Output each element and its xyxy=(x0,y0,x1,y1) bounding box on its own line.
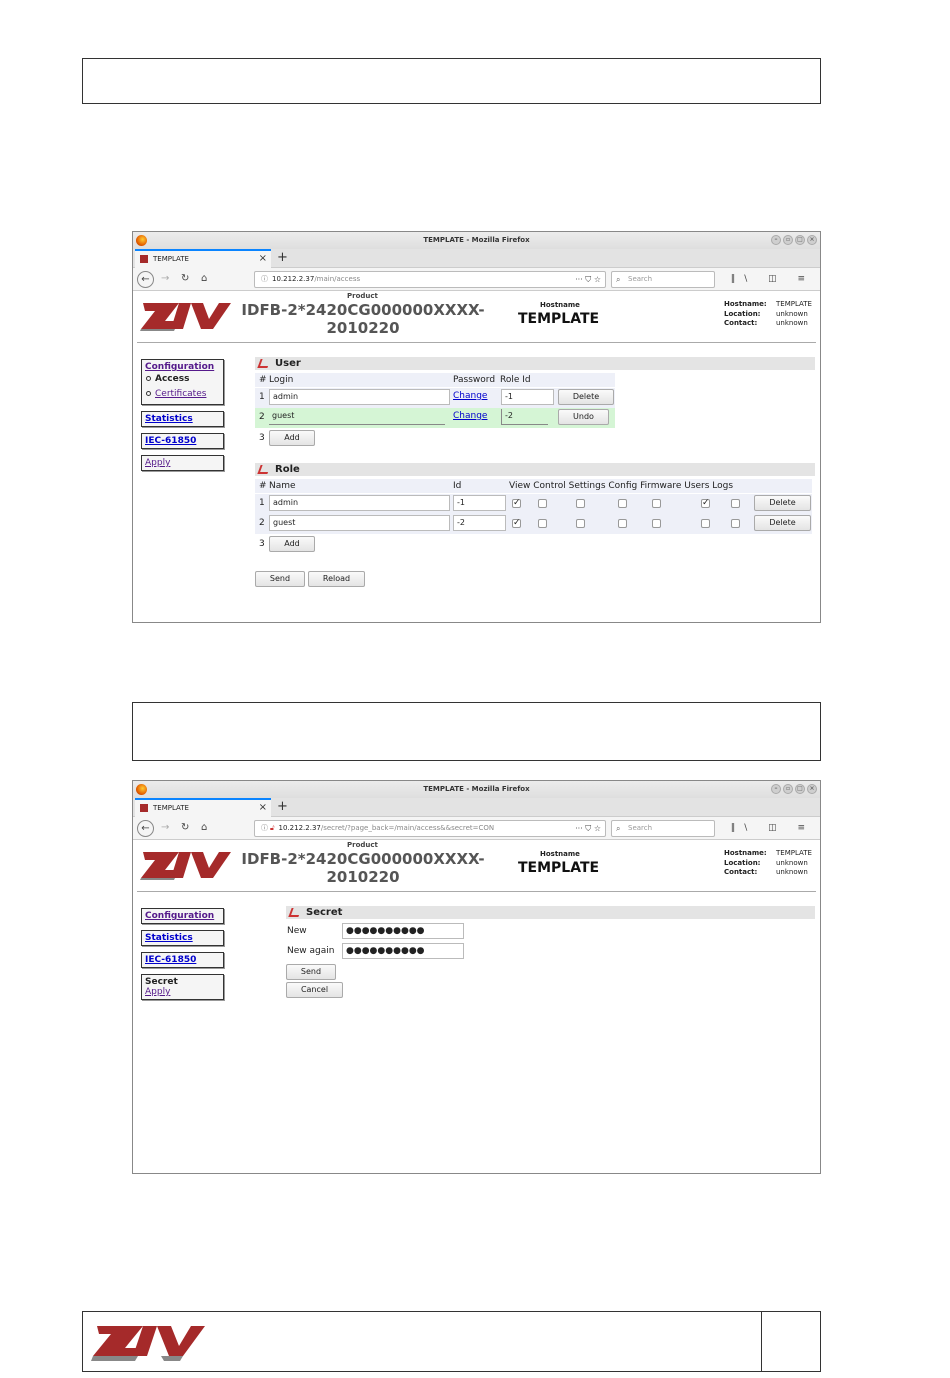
secret-new-again-input[interactable]: ●●●●●●●●●● xyxy=(342,943,464,959)
ziv-logo xyxy=(139,848,231,880)
role-row1-logs-checkbox[interactable] xyxy=(731,499,740,508)
role-add-button[interactable]: Add xyxy=(269,536,315,552)
info-contact-key: Contact: xyxy=(724,319,758,327)
search-placeholder: Search xyxy=(628,824,653,832)
user-header-row xyxy=(255,373,615,387)
sidebar-item-iec[interactable]: IEC-61850 xyxy=(145,955,197,965)
sidebar-item-statistics[interactable]: Statistics xyxy=(145,933,193,943)
browser-tab[interactable] xyxy=(135,798,271,817)
close-window-icon[interactable]: × xyxy=(807,235,817,245)
sidebar-configuration-group xyxy=(141,359,224,405)
info-contact-val: unknown xyxy=(776,319,808,327)
search-placeholder: Search xyxy=(628,275,653,283)
role-add-num: 3 xyxy=(259,539,265,549)
role-row1-control-checkbox[interactable] xyxy=(538,499,547,508)
reload-icon[interactable]: ↻ xyxy=(181,273,190,284)
role-row2-config-checkbox[interactable] xyxy=(618,519,627,528)
maximize-icon[interactable]: □ xyxy=(795,235,805,245)
sidebar-statistics-group xyxy=(141,411,224,427)
bullet-icon xyxy=(146,391,151,396)
url-host: 10.212.2.37 xyxy=(272,275,315,283)
sidebar-item-apply[interactable]: Apply xyxy=(145,987,171,997)
sidebar-item-iec[interactable]: IEC-61850 xyxy=(145,436,197,446)
restore-icon[interactable]: ▫ xyxy=(783,784,793,794)
product-value xyxy=(237,850,489,886)
search-icon: ⌕ xyxy=(616,275,621,284)
hostname-value: TEMPLATE xyxy=(518,860,600,876)
sidebar-access-label: Access xyxy=(155,374,190,384)
search-icon: ⌕ xyxy=(616,824,621,833)
device-info xyxy=(724,849,812,878)
role-row2-logs-checkbox[interactable] xyxy=(731,519,740,528)
app-header xyxy=(137,291,816,343)
browser-window-secret xyxy=(132,780,821,1174)
nav-bar xyxy=(133,817,820,840)
role-row1-num: 1 xyxy=(259,498,265,508)
window-controls xyxy=(771,784,817,794)
user-row1-delete-button[interactable]: Delete xyxy=(558,389,614,405)
sidebar xyxy=(141,908,224,1006)
role-row2-settings-checkbox[interactable] xyxy=(576,519,585,528)
user-hdr-roleid: Role Id xyxy=(500,375,531,385)
device-info xyxy=(724,300,812,329)
tab-close-icon[interactable]: × xyxy=(258,802,267,813)
section-icon xyxy=(257,359,270,368)
role-row2-id-input[interactable]: -2 xyxy=(453,515,506,531)
minimize-icon[interactable]: – xyxy=(771,784,781,794)
browser-window-access xyxy=(132,231,821,623)
user-row1-roleid-input[interactable]: -1 xyxy=(501,389,554,405)
user-row1-num: 1 xyxy=(259,392,265,402)
reload-button[interactable]: Reload xyxy=(308,571,365,587)
role-row1-id-input[interactable]: -1 xyxy=(453,495,506,511)
role-hdr-num: # xyxy=(259,481,267,491)
url-bar[interactable] xyxy=(254,271,606,288)
user-row1-change-link[interactable]: Change xyxy=(453,391,488,401)
product-label: Product xyxy=(347,841,378,849)
page-footer xyxy=(82,1311,821,1372)
url-actions-icons[interactable]: ··· ⛉ ☆ xyxy=(572,821,601,836)
reload-icon[interactable]: ↻ xyxy=(181,822,190,833)
toolbar-icons[interactable]: ‖\ ◫ ≡ xyxy=(730,823,814,833)
tab-label: TEMPLATE xyxy=(153,255,189,263)
url-host: 10.212.2.37 xyxy=(278,824,321,832)
back-arrow-icon[interactable]: ← xyxy=(137,820,154,837)
sidebar-item-apply[interactable]: Apply xyxy=(145,458,171,468)
browser-tab[interactable] xyxy=(135,249,271,268)
user-add-num: 3 xyxy=(259,433,265,443)
insecure-lock-icon[interactable]: 🔓︎ xyxy=(270,824,275,832)
sidebar-certificates-label: Certificates xyxy=(155,389,207,399)
role-row2-control-checkbox[interactable] xyxy=(538,519,547,528)
search-input[interactable] xyxy=(611,820,715,837)
role-row1-name-input[interactable]: admin xyxy=(269,495,450,511)
tab-label: TEMPLATE xyxy=(153,804,189,812)
sidebar-iec-group xyxy=(141,433,224,449)
secret-new-again-label: New again xyxy=(287,946,335,956)
secret-new-input[interactable]: ●●●●●●●●●● xyxy=(342,923,464,939)
footer-divider xyxy=(761,1312,762,1371)
hostname-value: TEMPLATE xyxy=(518,311,600,327)
window-title: TEMPLATE - Mozilla Firefox xyxy=(423,236,530,244)
role-hdr-id: Id xyxy=(453,481,462,491)
sidebar-item-access[interactable] xyxy=(145,372,220,387)
tab-bar xyxy=(133,249,820,268)
product-value-line2: 2010220 xyxy=(326,868,400,886)
close-window-icon[interactable]: × xyxy=(807,784,817,794)
home-icon[interactable]: ⌂ xyxy=(201,273,208,284)
role-row1-config-checkbox[interactable] xyxy=(618,499,627,508)
info-contact-val: unknown xyxy=(776,868,808,876)
role-row1-view-checkbox[interactable]: ✓ xyxy=(513,498,521,508)
user-hdr-num: # xyxy=(259,375,267,385)
info-hostname-key: Hostname: xyxy=(724,849,767,857)
user-row2-roleid-input[interactable]: -2 xyxy=(501,409,548,425)
url-bar[interactable] xyxy=(254,820,606,837)
product-value-line1: IDFB-2*2420CG000000XXXX- xyxy=(241,301,485,319)
secret-send-button[interactable]: Send xyxy=(286,964,336,980)
url-actions-icons[interactable]: ··· ⛉ ☆ xyxy=(575,275,601,284)
role-row2-delete-button[interactable]: Delete xyxy=(754,515,811,531)
sidebar-item-configuration[interactable]: Configuration xyxy=(145,362,215,372)
new-tab-button[interactable]: + xyxy=(277,799,288,814)
user-hdr-login: Login xyxy=(269,375,294,385)
product-value xyxy=(237,301,489,337)
product-label: Product xyxy=(347,292,378,300)
user-row1-login-input[interactable]: admin xyxy=(269,389,450,405)
sidebar-statistics-group xyxy=(141,930,224,946)
role-row1-settings-checkbox[interactable] xyxy=(576,499,585,508)
section-icon xyxy=(288,908,301,917)
role-hdr-name: Name xyxy=(269,481,296,491)
url-path: /main/access xyxy=(314,275,361,283)
role-row1-delete-button[interactable]: Delete xyxy=(754,495,811,511)
window-titlebar xyxy=(133,232,820,249)
bullet-icon xyxy=(146,376,151,381)
toolbar-icons[interactable]: ‖\ ◫ ≡ xyxy=(730,274,814,284)
hostname-label: Hostname xyxy=(540,301,580,309)
nav-bar xyxy=(133,268,820,291)
user-row2-undo-button[interactable]: Undo xyxy=(558,409,609,425)
info-location-key: Location: xyxy=(724,309,761,318)
new-tab-button[interactable]: + xyxy=(277,250,288,265)
section-icon xyxy=(257,465,270,474)
info-icon[interactable]: ⓘ xyxy=(261,824,268,832)
sidebar-item-secret: Secret xyxy=(145,977,178,987)
firefox-icon xyxy=(136,784,147,795)
info-hostname-val: TEMPLATE xyxy=(776,849,812,857)
page-header-box xyxy=(82,58,821,104)
secret-section-header xyxy=(286,906,815,919)
tab-bar xyxy=(133,798,820,817)
user-hdr-password: Password xyxy=(453,375,496,385)
maximize-icon[interactable]: □ xyxy=(795,784,805,794)
send-button[interactable]: Send xyxy=(255,571,305,587)
role-row1-firmware-checkbox[interactable] xyxy=(652,499,661,508)
role-row1-users-checkbox[interactable]: ✓ xyxy=(702,498,710,508)
info-icon[interactable]: ⓘ xyxy=(261,275,268,283)
ziv-logo xyxy=(139,299,231,331)
info-contact-key: Contact: xyxy=(724,868,758,876)
sidebar-item-certificates[interactable] xyxy=(145,387,220,402)
info-hostname-val: TEMPLATE xyxy=(776,300,812,308)
back-arrow-icon[interactable]: ← xyxy=(137,271,154,288)
note-box xyxy=(132,702,821,761)
sidebar-apply-group xyxy=(141,455,224,471)
sidebar xyxy=(141,359,224,477)
secret-cancel-button[interactable]: Cancel xyxy=(286,982,343,998)
sidebar-iec-group xyxy=(141,952,224,968)
forward-arrow-icon[interactable]: → xyxy=(161,273,170,284)
user-row2-change-link[interactable]: Change xyxy=(453,411,488,421)
url-path: /secret/?page_back=/main/access&&secret=CON xyxy=(320,824,495,832)
window-titlebar xyxy=(133,781,820,798)
role-row2-name-input[interactable]: guest xyxy=(269,515,450,531)
window-title: TEMPLATE - Mozilla Firefox xyxy=(423,785,530,793)
hostname-label: Hostname xyxy=(540,850,580,858)
role-row2-view-checkbox[interactable]: ✓ xyxy=(513,518,521,528)
user-add-button[interactable]: Add xyxy=(269,430,315,446)
secret-section-title: Secret xyxy=(306,907,343,918)
search-input[interactable] xyxy=(611,271,715,288)
role-row2-firmware-checkbox[interactable] xyxy=(652,519,661,528)
info-hostname-key: Hostname: xyxy=(724,300,767,308)
role-row2-users-checkbox[interactable] xyxy=(701,519,710,528)
favicon-icon xyxy=(140,255,148,263)
minimize-icon[interactable]: – xyxy=(771,235,781,245)
product-value-line1: IDFB-2*2420CG000000XXXX- xyxy=(241,850,485,868)
sidebar-secret-group xyxy=(141,974,224,1000)
sidebar-configuration-group xyxy=(141,908,224,924)
product-value-line2: 2010220 xyxy=(326,319,400,337)
user-row2-login-input[interactable]: guest xyxy=(269,409,445,425)
role-row2-num: 2 xyxy=(259,518,265,528)
user-section-header xyxy=(255,357,815,370)
window-controls xyxy=(771,235,817,245)
user-row2-num: 2 xyxy=(259,412,265,422)
favicon-icon xyxy=(140,804,148,812)
restore-icon[interactable]: ▫ xyxy=(783,235,793,245)
user-section-title: User xyxy=(275,358,301,369)
role-section-title: Role xyxy=(275,464,300,475)
role-section-header xyxy=(255,463,815,476)
tab-close-icon[interactable]: × xyxy=(258,253,267,264)
sidebar-item-statistics[interactable]: Statistics xyxy=(145,414,193,424)
app-header xyxy=(137,840,816,892)
info-location-val: unknown xyxy=(776,858,808,867)
sidebar-item-configuration[interactable]: Configuration xyxy=(145,911,215,921)
info-location-val: unknown xyxy=(776,309,808,318)
home-icon[interactable]: ⌂ xyxy=(201,822,208,833)
firefox-icon xyxy=(136,235,147,246)
info-location-key: Location: xyxy=(724,858,761,867)
forward-arrow-icon[interactable]: → xyxy=(161,822,170,833)
secret-new-label: New xyxy=(287,926,307,936)
role-hdr-perms: View Control Settings Config Firmware Users Logs xyxy=(509,481,734,491)
footer-ziv-logo xyxy=(91,1322,205,1362)
